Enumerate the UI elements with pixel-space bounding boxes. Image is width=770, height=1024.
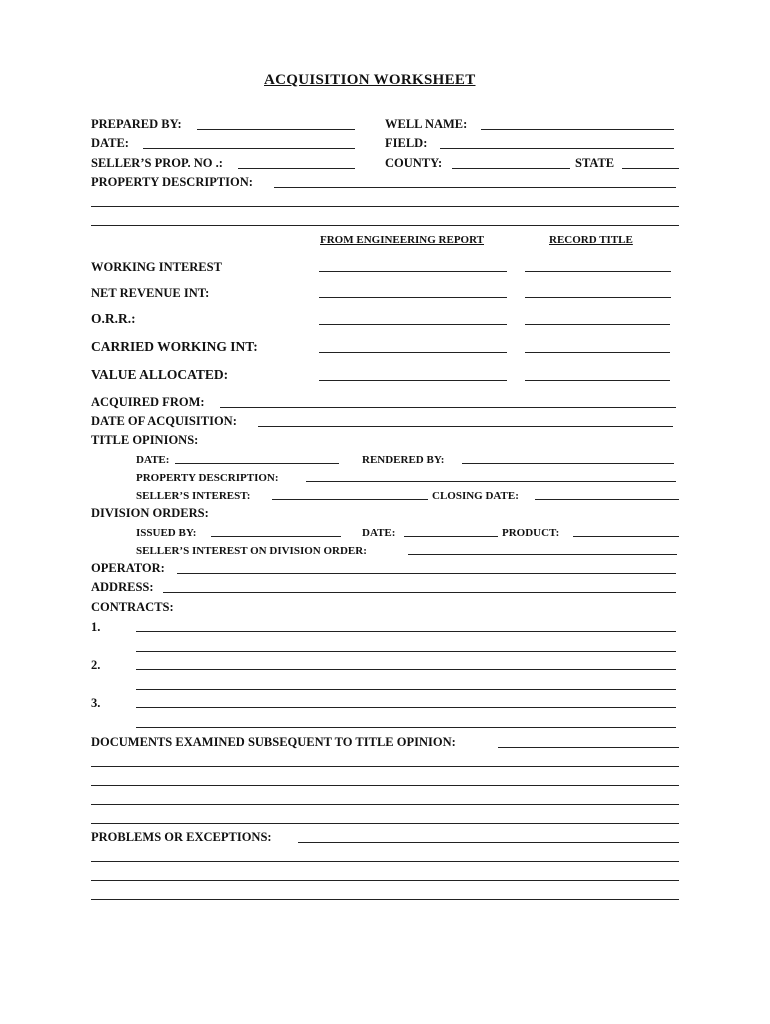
prepared-by-field[interactable] bbox=[197, 129, 355, 130]
issued-by-label: ISSUED BY: bbox=[136, 527, 197, 539]
problems-line-2[interactable] bbox=[91, 861, 679, 862]
carried-working-int-record-field[interactable] bbox=[525, 352, 670, 353]
value-allocated-engineering-field[interactable] bbox=[319, 380, 507, 381]
date-field[interactable] bbox=[143, 148, 355, 149]
problems-line-3[interactable] bbox=[91, 880, 679, 881]
contract-number: 2. bbox=[91, 658, 101, 672]
title-opinion-date-label: DATE: bbox=[136, 454, 170, 466]
documents-examined-line-3[interactable] bbox=[91, 785, 679, 786]
field-label: FIELD: bbox=[385, 136, 428, 150]
state-label: STATE bbox=[575, 156, 615, 170]
product-label: PRODUCT: bbox=[502, 527, 560, 539]
problems-line-4[interactable] bbox=[91, 899, 679, 900]
document-title: ACQUISITION WORKSHEET bbox=[264, 72, 476, 88]
sellers-interest-on-division-order-field[interactable] bbox=[408, 554, 677, 555]
prepared-by-label: PREPARED BY: bbox=[91, 117, 182, 131]
column-header-record-title: RECORD TITLE bbox=[549, 234, 633, 246]
closing-date-field[interactable] bbox=[535, 499, 679, 500]
documents-examined-line-2[interactable] bbox=[91, 766, 679, 767]
acquired-from-label: ACQUIRED FROM: bbox=[91, 395, 205, 409]
division-order-date-field[interactable] bbox=[404, 536, 498, 537]
rendered-by-field[interactable] bbox=[462, 463, 674, 464]
sellers-interest-label: SELLER’S INTEREST: bbox=[136, 490, 251, 502]
issued-by-field[interactable] bbox=[211, 536, 341, 537]
county-label: COUNTY: bbox=[385, 156, 443, 170]
column-header-engineering: FROM ENGINEERING REPORT bbox=[320, 234, 485, 246]
contract-3-line-1[interactable] bbox=[136, 707, 676, 708]
title-opinion-date-field[interactable] bbox=[175, 463, 339, 464]
acquired-from-field[interactable] bbox=[220, 407, 676, 408]
contract-3-line-2[interactable] bbox=[136, 727, 676, 728]
well-name-label: WELL NAME: bbox=[385, 117, 468, 131]
title-opinion-property-description-field[interactable] bbox=[306, 481, 676, 482]
title-opinion-property-description-label: PROPERTY DESCRIPTION: bbox=[136, 472, 279, 484]
contract-1-line-2[interactable] bbox=[136, 651, 676, 652]
sellers-prop-no-field[interactable] bbox=[238, 168, 355, 169]
property-description-field[interactable] bbox=[274, 187, 676, 188]
value-allocated-label: VALUE ALLOCATED: bbox=[91, 367, 229, 382]
documents-examined-label: DOCUMENTS EXAMINED SUBSEQUENT TO TITLE OPINION: bbox=[91, 735, 456, 749]
property-description-label: PROPERTY DESCRIPTION: bbox=[91, 175, 253, 189]
property-description-line-3[interactable] bbox=[91, 225, 679, 226]
working-interest-engineering-field[interactable] bbox=[319, 271, 507, 272]
contract-number: 1. bbox=[91, 620, 101, 634]
working-interest-record-field[interactable] bbox=[525, 271, 671, 272]
division-orders-label: DIVISION ORDERS: bbox=[91, 506, 209, 520]
county-field[interactable] bbox=[452, 168, 570, 169]
operator-label: OPERATOR: bbox=[91, 561, 165, 575]
sellers-interest-field[interactable] bbox=[272, 499, 428, 500]
date-of-acquisition-label: DATE OF ACQUISITION: bbox=[91, 414, 237, 428]
carried-working-int-engineering-field[interactable] bbox=[319, 352, 507, 353]
working-interest-label: WORKING INTEREST bbox=[91, 260, 222, 274]
carried-working-int-label: CARRIED WORKING INT: bbox=[91, 339, 258, 354]
value-allocated-record-field[interactable] bbox=[525, 380, 670, 381]
net-revenue-int-label: NET REVENUE INT: bbox=[91, 286, 210, 300]
rendered-by-label: RENDERED BY: bbox=[362, 454, 445, 466]
property-description-line-2[interactable] bbox=[91, 206, 679, 207]
contract-2-line-2[interactable] bbox=[136, 689, 676, 690]
date-of-acquisition-field[interactable] bbox=[258, 426, 673, 427]
address-field[interactable] bbox=[163, 592, 676, 593]
documents-examined-line-5[interactable] bbox=[91, 823, 679, 824]
address-label: ADDRESS: bbox=[91, 580, 154, 594]
sellers-prop-no-label: SELLER’S PROP. NO .: bbox=[91, 156, 223, 170]
net-revenue-int-record-field[interactable] bbox=[525, 297, 671, 298]
problems-field[interactable] bbox=[298, 842, 679, 843]
orr-record-field[interactable] bbox=[525, 324, 670, 325]
field-field[interactable] bbox=[440, 148, 674, 149]
documents-examined-field[interactable] bbox=[498, 747, 679, 748]
contract-number: 3. bbox=[91, 696, 101, 710]
operator-field[interactable] bbox=[177, 573, 676, 574]
contracts-label: CONTRACTS: bbox=[91, 600, 174, 614]
problems-label: PROBLEMS OR EXCEPTIONS: bbox=[91, 830, 272, 844]
division-order-date-label: DATE: bbox=[362, 527, 396, 539]
title-opinions-label: TITLE OPINIONS: bbox=[91, 433, 199, 447]
product-field[interactable] bbox=[573, 536, 679, 537]
orr-engineering-field[interactable] bbox=[319, 324, 507, 325]
state-field[interactable] bbox=[622, 168, 679, 169]
documents-examined-line-4[interactable] bbox=[91, 804, 679, 805]
contract-1-line-1[interactable] bbox=[136, 631, 676, 632]
closing-date-label: CLOSING DATE: bbox=[432, 490, 519, 502]
sellers-interest-on-division-order-label: SELLER’S INTEREST ON DIVISION ORDER: bbox=[136, 545, 367, 557]
date-label: DATE: bbox=[91, 136, 129, 150]
orr-label: O.R.R.: bbox=[91, 311, 136, 326]
contract-2-line-1[interactable] bbox=[136, 669, 676, 670]
well-name-field[interactable] bbox=[481, 129, 674, 130]
net-revenue-int-engineering-field[interactable] bbox=[319, 297, 507, 298]
